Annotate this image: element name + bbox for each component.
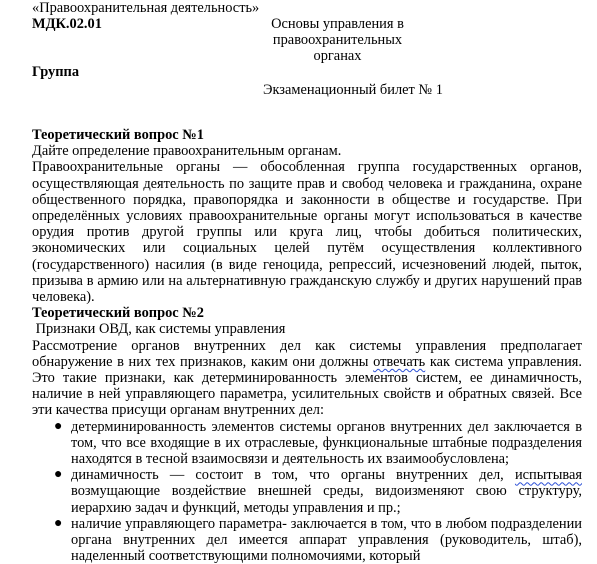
question-1-prompt: Дайте определение правоохранительным органам. xyxy=(32,143,342,160)
course-title-line: правоохранительных xyxy=(272,32,403,48)
list-item xyxy=(32,467,582,516)
list-item xyxy=(32,516,582,564)
question-2-heading: Теоретический вопрос №2 xyxy=(32,305,204,322)
question-1-answer: Правоохранительные органы — обособленная группа государственных органов, осуществляющая деятельность по защите прав и свобод человека и гражданина, охране общественного порядка, правопорядка и законности в обществе и государстве. При определённых условиях правоохранительные органы могут использоваться в качестве орудия против другой группы или круга лиц, чтобы добиться политических, экономических или социальных целей путём осуществления коллективного (государственного) насилия (в виде геноцида, репрессий, исчезновений людей, пыток, призыва в армию или на альтернативную гражданскую службу и других нарушений прав человека). xyxy=(32,159,582,306)
course-title xyxy=(250,16,425,64)
bullet-icon: ● xyxy=(54,418,63,434)
ticket-title: Экзаменационный билет № 1 xyxy=(263,82,443,98)
spellcheck-marked-word: отвечать xyxy=(373,353,426,370)
question-1-heading: Теоретический вопрос №1 xyxy=(32,127,204,143)
list-item-text: наличие управляющего параметра- заключается в том, что в любом подразделении органа внутренних дел имеется аппарат управления (руководитель, штаб), наделенный соответствующими полномочиями, который xyxy=(71,515,582,564)
course-title-line: органах xyxy=(313,48,362,64)
question-2-prompt: Признаки ОВД, как системы управления xyxy=(32,321,286,338)
feature-list xyxy=(32,419,582,564)
subject-line: «Правоохранительная деятельность» xyxy=(32,0,260,16)
intro-text: как система управления. Это такие признаки, как детерминированность элементов систем, ее динамичность, наличие в ней управляющего параметра, усилительных свойств и обратных связей. Все эти качества присущи органам внутренних дел: xyxy=(32,353,583,419)
bullet-icon: ● xyxy=(54,467,63,483)
document-body xyxy=(32,127,582,564)
list-item-text: детерминированность элементов системы органов внутренних дел заключается в том, что все входящие в их отраслевые, функциональные штабные подразделения находятся в тесной взаимосвязи и деятельность их взаимообусловлена; xyxy=(71,418,582,468)
list-item xyxy=(32,419,582,468)
spellcheck-marked-word: испытывая xyxy=(514,467,582,484)
intro-text: Рассмотрение органов внутренних дел как системы управления предполагает обнаружение в них тех признаков, каким они должны xyxy=(32,337,582,370)
question-2-intro xyxy=(32,338,582,419)
course-title-line: Основы управления в xyxy=(271,16,404,32)
group-label: Группа xyxy=(32,64,80,80)
list-item-text: возмущающие воздействие внешней среды, видоизменяют свою структуру, иерархию задач и функций, методы управления и пр.; xyxy=(71,483,582,516)
bullet-icon: ● xyxy=(54,515,63,531)
list-item-text: динамичность — состоит в том, что органы внутренних дел, xyxy=(71,467,515,484)
course-code: МДК.02.01 xyxy=(32,16,102,32)
